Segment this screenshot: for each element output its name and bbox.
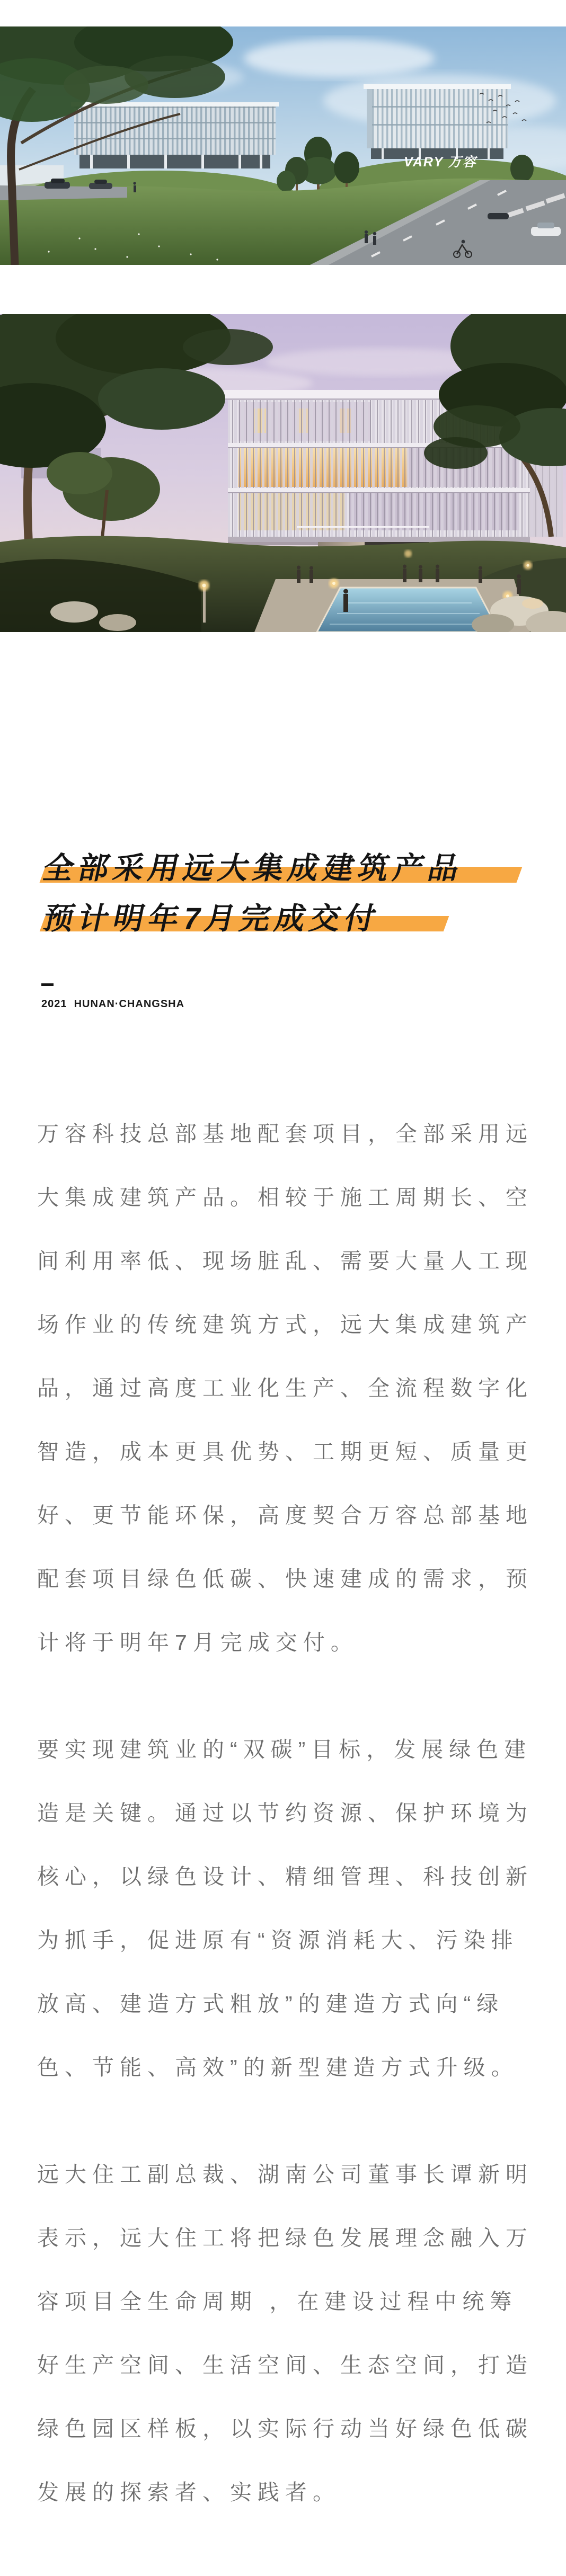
hero-image-dusk-rendering: [0, 314, 566, 632]
left-building: [71, 102, 279, 168]
paragraph-3: 远大住工副总裁、湖南公司董事长谭新明表示，远大住工将把绿色发展理念融入万容项目全生命周期 ，在建设过程中统筹好生产空间、生活空间、生态空间，打造绿色园区样板，以实际行动当好绿色低碳发展的探索者、实践者。: [37, 2162, 533, 2504]
hero-image-day-rendering: [0, 26, 566, 265]
byline-date-location: 2021 HUNAN·CHANGSHA: [41, 998, 185, 1010]
byline-dash: [41, 983, 54, 986]
vary-sign-text: VARY 万容: [404, 155, 477, 170]
headline-line-2: 预计明年7月完成交付: [40, 902, 384, 936]
headline-line-1: 全部采用远大集成建筑产品: [40, 851, 467, 885]
article-body: [37, 1102, 538, 2524]
dusk-rendering-graphic: [0, 314, 566, 632]
paragraph-1: 万容科技总部基地配套项目，全部采用远大集成建筑产品。相较于施工周期长、空间利用率低、现场脏乱、需要大量人工现场作业的传统建筑方式，远大集成建筑产品，通过高度工业化生产、全流程数字化智造，成本更具优势、工期更短、质量更好、更节能环保，高度契合万容总部基地配套项目绿色低碳、快速建成的需求，预计将于明年7月完成交付。: [37, 1122, 533, 1655]
day-rendering-graphic: [0, 26, 566, 265]
paragraph-2: 要实现建筑业的“双碳”目标，发展绿色建造是关键。通过以节约资源、保护环境为核心，以绿色设计、精细管理、科技创新为抓手，促进原有“资源消耗大、污染排放高、建造方式粗放”的建造方式向“绿色、节能、高效”的新型建造方式升级。: [37, 1737, 533, 2080]
